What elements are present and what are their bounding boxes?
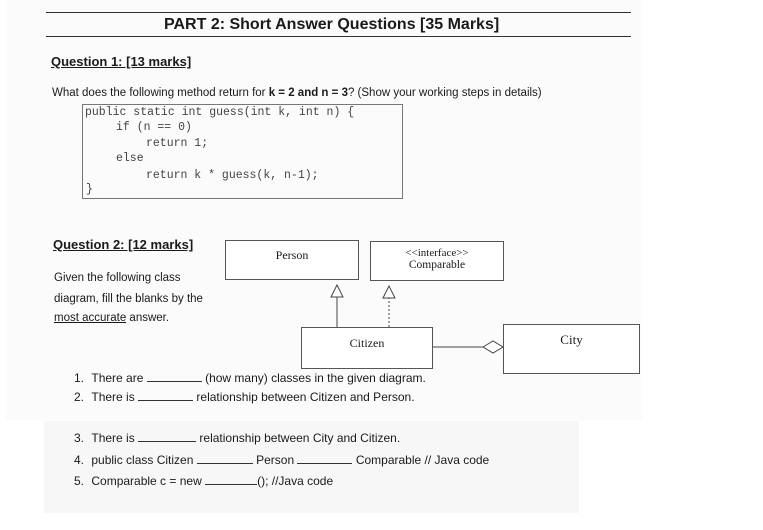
class-box-person: [225, 240, 359, 280]
question-2-prompt-line1: Given the following class: [54, 272, 181, 284]
class-name-person: Person: [275, 248, 309, 262]
question-1-prompt: [52, 87, 542, 99]
code-line: return k * guess(k, n-1);: [146, 169, 319, 182]
header-rule-top: [46, 12, 631, 13]
answer-blank-4a[interactable]: [197, 453, 253, 464]
list-item: [74, 371, 426, 385]
item-text-post: Comparable // Java code: [355, 453, 490, 467]
code-line: public static int guess(int k, int n) {: [85, 106, 355, 119]
item-text-post: relationship between City and Citizen.: [199, 431, 401, 445]
item-text-post: (how many) classes in the given diagram.: [205, 371, 426, 385]
item-text-post: relationship between Citizen and Person.: [196, 390, 415, 404]
code-line: else: [116, 152, 144, 165]
class-box-city: [503, 324, 640, 374]
question-1-prompt-post: ? (Show your working steps in details): [347, 87, 542, 99]
item-text-pre: Comparable c = new: [91, 474, 202, 488]
interface-name-comparable: Comparable: [408, 259, 466, 271]
answer-blank-2[interactable]: [138, 390, 193, 401]
item-number: 3.: [74, 431, 85, 445]
item-text-post: (); //Java code: [257, 474, 334, 488]
code-line: }: [86, 183, 93, 196]
list-item: [74, 431, 400, 445]
item-text-pre: There are: [91, 371, 144, 385]
item-text-pre: public class Citizen: [91, 453, 194, 467]
answer-blank-4b[interactable]: [297, 453, 352, 464]
item-number: 5.: [74, 474, 85, 488]
item-text-mid: Person: [256, 453, 295, 467]
class-box-citizen: [301, 327, 433, 369]
list-item: [74, 453, 489, 467]
question-1-prompt-values: k = 2 and n = 3: [268, 87, 348, 99]
page-title: PART 2: Short Answer Questions [35 Marks]: [164, 16, 500, 33]
question-2-emphasis: most accurate: [54, 312, 127, 324]
class-name-citizen: Citizen: [349, 336, 385, 350]
item-text-pre: There is: [91, 431, 135, 445]
code-line: if (n == 0): [116, 121, 192, 134]
answer-blank-3[interactable]: [138, 431, 196, 442]
interface-stereotype: <<interface>>: [405, 247, 469, 259]
answer-blank-5[interactable]: [205, 474, 257, 485]
answer-blank-1[interactable]: [147, 371, 202, 382]
question-2-heading: Question 2: [12 marks]: [53, 237, 194, 252]
question-1-prompt-pre: What does the following method return for: [52, 87, 269, 99]
code-line: return 1;: [146, 137, 209, 150]
list-item: [74, 474, 333, 488]
question-2-prompt-line3: [54, 312, 169, 324]
question-2-prompt-line2: diagram, fill the blanks by the: [54, 293, 203, 305]
item-number: 4.: [74, 453, 85, 467]
item-text-pre: There is: [91, 390, 135, 404]
class-name-city: City: [560, 332, 583, 347]
question-2-prompt-tail: answer.: [126, 312, 170, 324]
interface-box-comparable: [370, 241, 504, 281]
item-number: 1.: [74, 371, 85, 385]
header-rule-bottom: [46, 36, 631, 37]
item-number: 2.: [74, 390, 85, 404]
list-item: [74, 390, 415, 404]
question-1-heading: Question 1: [13 marks]: [51, 54, 192, 69]
